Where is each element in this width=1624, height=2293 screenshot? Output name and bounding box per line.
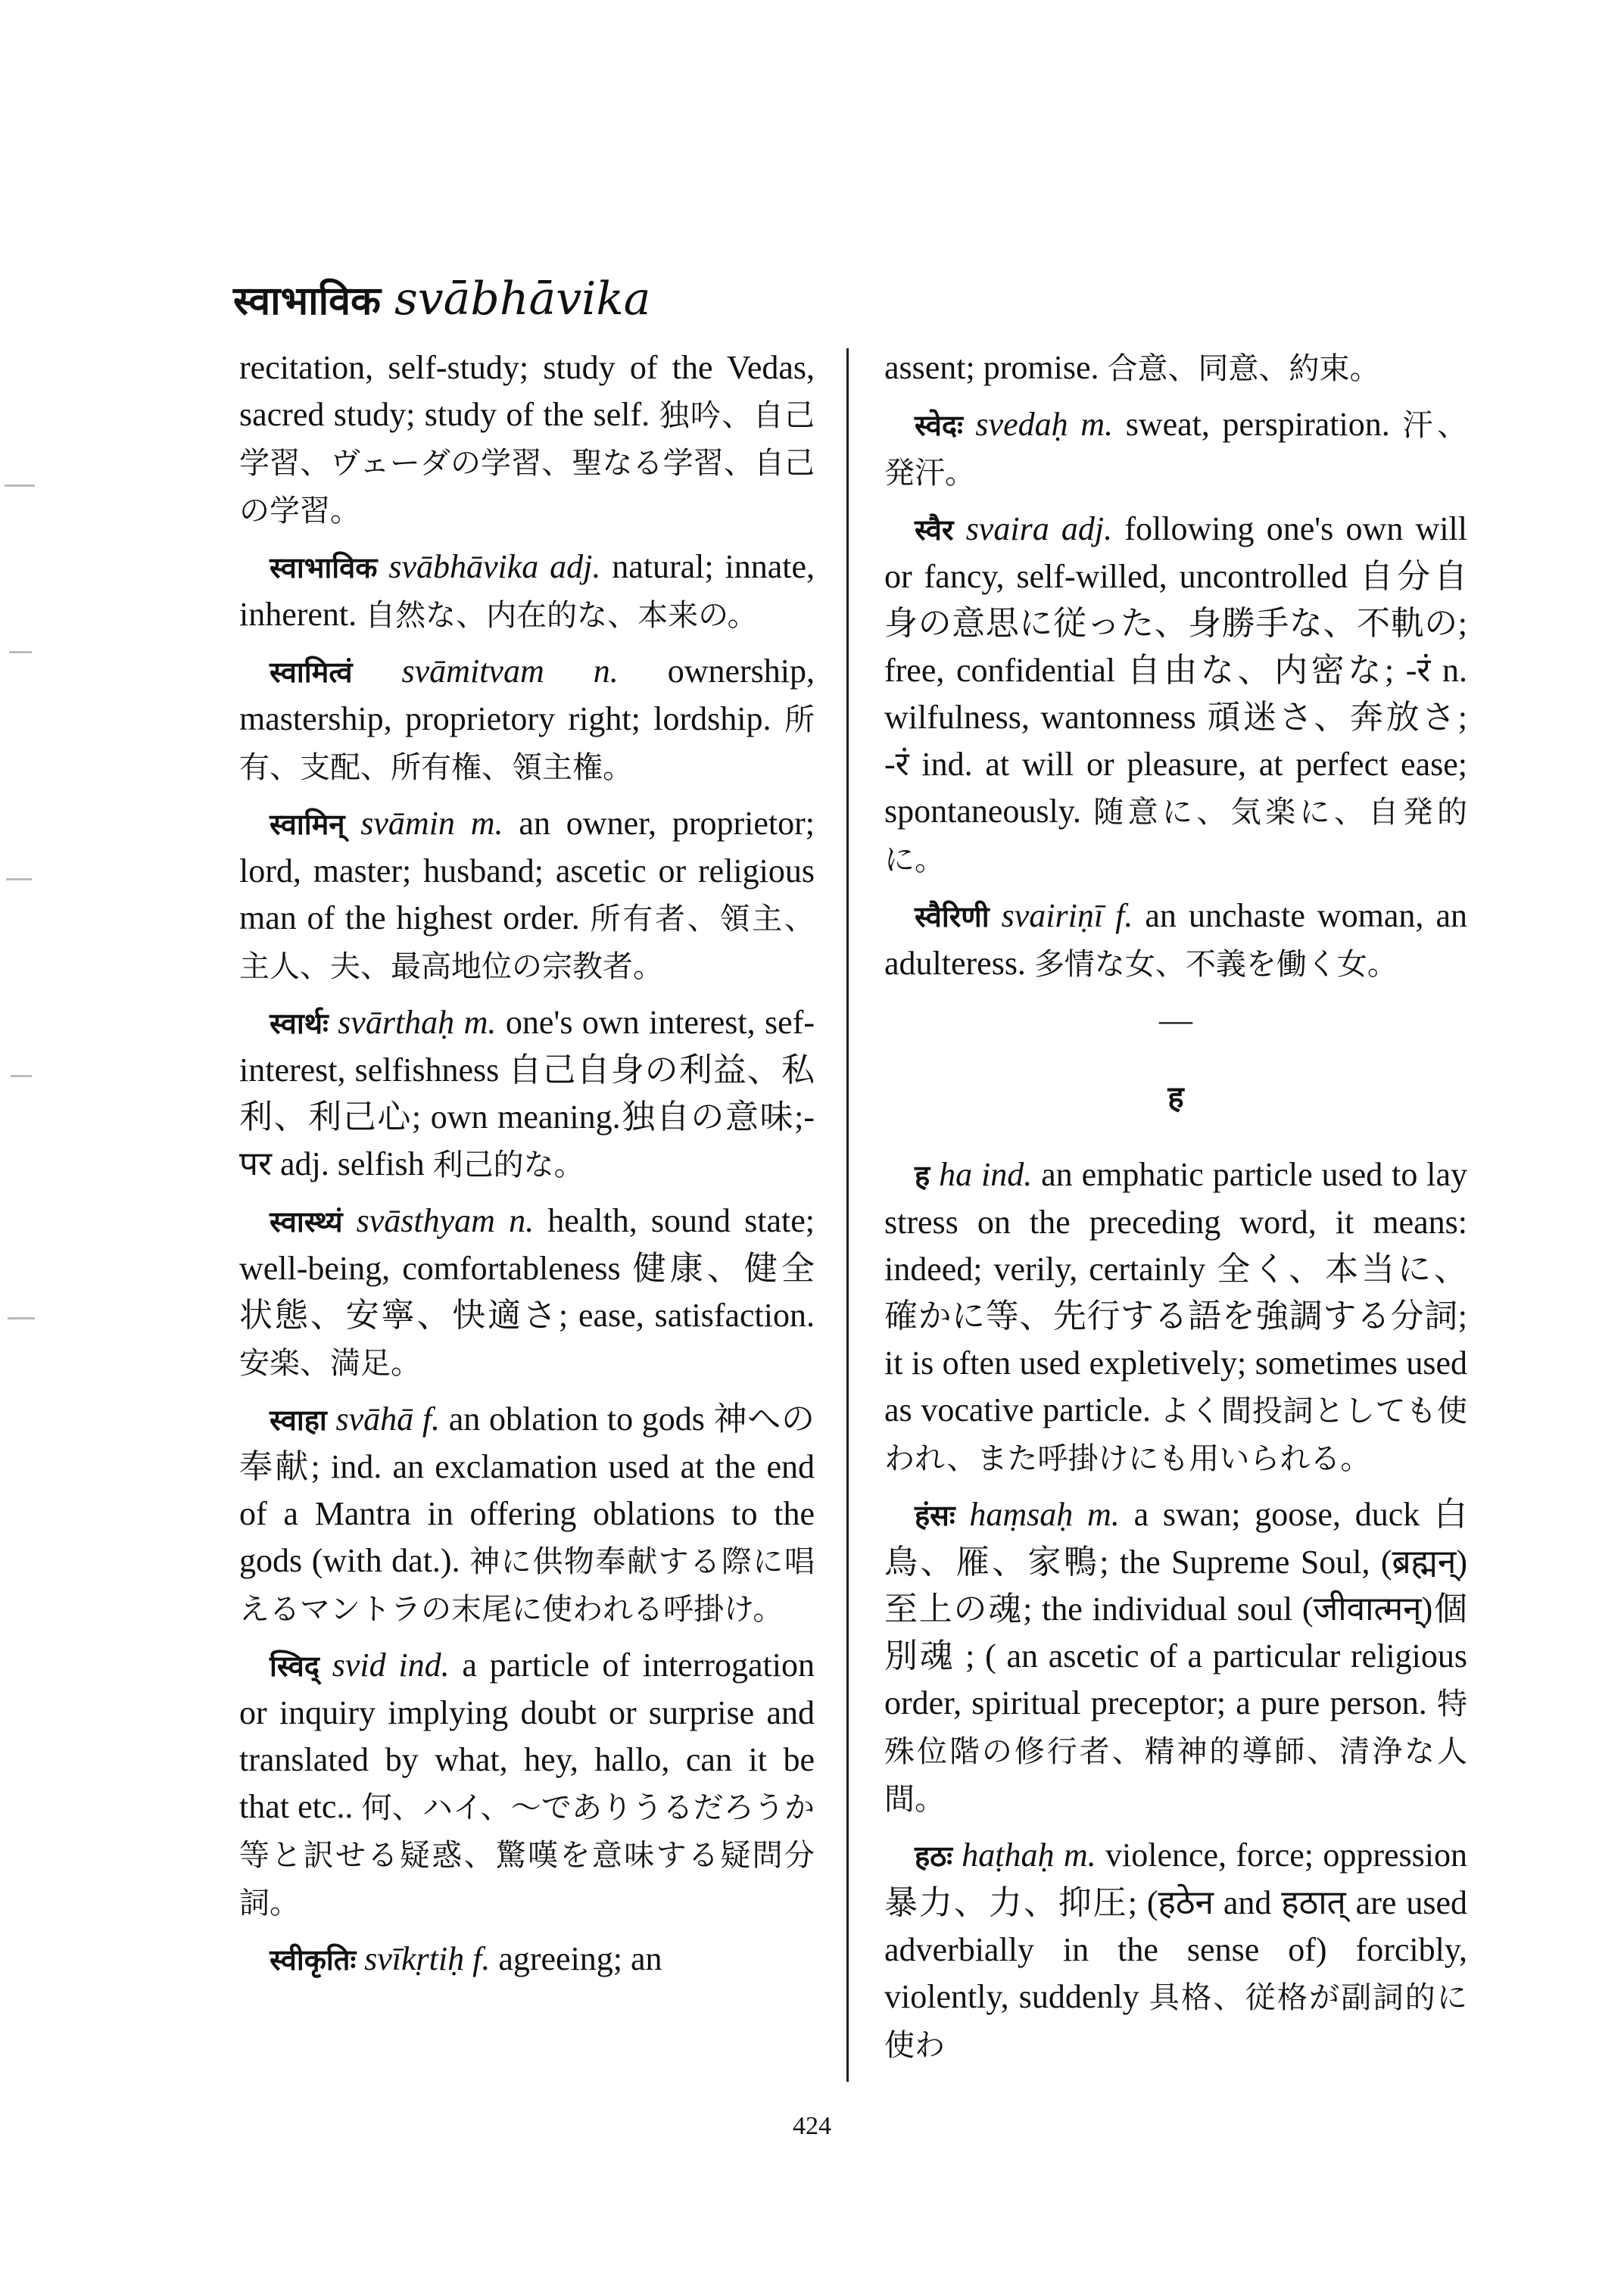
section-heading: ह	[1167, 1080, 1184, 1115]
entry-definition: an unchaste woman, an adulteress.	[884, 897, 1467, 982]
dictionary-entry	[239, 344, 815, 534]
entry-japanese: 何、ハイ、～でありうるだろうか等と訳せる疑惑、驚嘆を意味する疑問分詞。	[239, 1790, 815, 1921]
entry-headword: स्वामित्वं	[270, 656, 353, 689]
entry-japanese: 所有者、領主、主人、夫、最高地位の宗教者。	[239, 902, 815, 984]
dictionary-entry	[884, 893, 1467, 988]
entry-transliteration: svārthaḥ m.	[338, 1004, 497, 1041]
right-column	[884, 344, 1467, 2078]
entry-japanese: 利己的な。	[432, 1148, 584, 1182]
entry-headword: स्विद्	[270, 1650, 320, 1683]
dictionary-entry	[884, 1151, 1467, 1482]
entry-transliteration: ha ind.	[939, 1156, 1033, 1193]
dictionary-entry	[239, 1198, 815, 1387]
entry-japanese: 神に供物奉献する際に唱えるマントラの末尾に使われる呼掛け。	[239, 1544, 815, 1627]
column-divider	[846, 348, 849, 2082]
entry-definition: an emphatic particle used to lay stress on the preceding word, it means: indeed; verily, certainly 全く、本当に、確かに等、先行する語を強調する分詞; it is often used expletively; sometimes used as vocative particle.	[884, 1156, 1467, 1428]
entry-transliteration: svāsthyam n.	[356, 1202, 535, 1239]
page-number: 424	[793, 2112, 831, 2140]
entry-headword: हठः	[915, 1840, 952, 1873]
entry-headword: हंसः	[915, 1499, 955, 1532]
entry-japanese: よく間投詞としても使われ、また呼掛けにも用いられる。	[884, 1394, 1468, 1476]
entry-transliteration: haṭhaḥ m.	[962, 1837, 1096, 1874]
entry-transliteration: svaira adj.	[965, 510, 1113, 547]
entry-definition: a particle of interrogation or inquiry implying doubt or surprise and translated by what, hey, hallo, can it be that etc..	[239, 1647, 815, 1825]
entry-japanese: 所有、支配、所有権、領主権。	[239, 703, 815, 785]
dictionary-entry	[239, 1396, 815, 1633]
entry-definition: one's own interest, sef-interest, selfishness 自己自身の利益、私利、利己心; own meaning.独自の意味;-पर adj. selfish	[239, 1004, 815, 1182]
entry-headword: स्वैर	[915, 513, 954, 547]
entry-transliteration: svāhā f.	[335, 1400, 441, 1438]
entry-transliteration: svābhāvika adj.	[388, 548, 601, 585]
entry-definition: violence, force; oppression暴力、力、抑圧; (हठेन and हठात् are used adverbially in the sense of) forcibly, violently, suddenly	[884, 1837, 1468, 2015]
entry-transliteration: svedaḥ m.	[975, 406, 1114, 443]
entry-definition: ownership, mastership, proprietory right; lordship.	[239, 653, 815, 737]
entry-japanese: 自然な、内在的な、本来の。	[365, 598, 758, 633]
entry-definition: an oblation to gods 神への奉献; ind. an exclamation used at the end of a Mantra in offering oblations to the gods (with dat.).	[239, 1400, 815, 1579]
dictionary-entry	[239, 1936, 815, 1983]
header-headword: स्वाभाविक	[233, 279, 381, 324]
entry-transliteration: svīkṛtiḥ f.	[364, 1940, 491, 1977]
entry-definition: health, sound state; well-being, comfortableness 健康、健全状態、安寧、快適さ; ease, satisfaction.	[239, 1202, 815, 1334]
entry-headword: ह	[915, 1159, 930, 1192]
entry-transliteration: svāmitvam n.	[401, 653, 619, 690]
dictionary-entry	[239, 544, 815, 639]
entry-transliteration: svairiṇī f.	[1001, 897, 1133, 934]
entry-headword: स्वार्थः	[270, 1007, 329, 1040]
dictionary-entry	[884, 1832, 1467, 2069]
left-column	[239, 344, 815, 1992]
entry-japanese: 安楽、満足。	[239, 1346, 421, 1381]
entry-japanese: 随意に、気楽に、自発的に。	[884, 795, 1468, 877]
entry-headword: स्वैरिणी	[915, 900, 990, 933]
entry-definition: an owner, proprietor; lord, master; husband; ascetic or religious man of the highest order.	[239, 805, 815, 936]
dictionary-entry	[884, 506, 1467, 883]
entry-headword: स्वाभाविक	[270, 551, 378, 584]
entry-japanese: 具格、従格が副詞的に使わ	[884, 1980, 1468, 2063]
margin-marks	[5, 454, 50, 1438]
entry-japanese: 特殊位階の修行者、精神的導師、清浄な人間。	[884, 1687, 1467, 1817]
entry-definition: recitation, self-study; study of the Vedas, sacred study; study of the self.	[239, 349, 815, 433]
header-transliteration: svābhāvika	[394, 273, 651, 326]
dictionary-entry	[239, 1642, 815, 1927]
entry-definition: assent; promise.	[884, 349, 1099, 386]
entry-headword: स्वेदः	[915, 409, 963, 442]
page-header	[233, 273, 650, 328]
entry-japanese: 独吟、自己学習、ヴェーダの学習、聖なる学習、自己の学習。	[239, 398, 815, 528]
dictionary-entry	[884, 401, 1467, 497]
entry-transliteration: haṃsaḥ m.	[969, 1496, 1120, 1533]
dictionary-entry	[239, 999, 815, 1189]
dictionary-entry	[884, 1491, 1467, 1823]
dictionary-entry	[884, 344, 1467, 392]
entry-headword: स्वाहा	[270, 1404, 327, 1437]
section-separator: —	[1159, 1002, 1192, 1039]
entry-japanese: 合意、同意、約束。	[1107, 351, 1380, 386]
entry-definition: agreeing; an	[498, 1940, 662, 1977]
dictionary-entry	[239, 648, 815, 791]
entry-definition: sweat, perspiration.	[1125, 406, 1390, 443]
dictionary-entry	[239, 800, 815, 990]
entry-definition: following one's own will or fancy, self-willed, uncontrolled 自分自身の意思に従った、身勝手な、不軌の; free, confidential 自由な、内密な; -रं n. wilfulness, wantonness 頑迷さ、奔放さ; -रं ind. at will or pleasure, at perfect ease; spontaneously.	[884, 510, 1467, 830]
entry-definition: a swan; goose, duck 白鳥、雁、家鴨; the Supreme Soul, (ब्रह्मन्)至上の魂; the individual soul (जीवात्मन्)個別魂 ; ( an ascetic of a particular religious order, spiritual preceptor; a pure person.	[884, 1496, 1468, 1721]
entry-transliteration: svāmin m.	[360, 805, 503, 842]
entry-headword: स्वीकृतिः	[270, 1943, 357, 1977]
entry-headword: स्वास्थ्यं	[270, 1205, 343, 1238]
entry-japanese: 多情な女、不義を働く女。	[1033, 947, 1398, 982]
entry-transliteration: svid ind.	[332, 1647, 450, 1684]
entry-definition: natural; innate, inherent.	[239, 548, 815, 633]
entry-japanese: 汗、発汗。	[884, 408, 1468, 491]
entry-headword: स्वामिन्	[270, 808, 345, 841]
